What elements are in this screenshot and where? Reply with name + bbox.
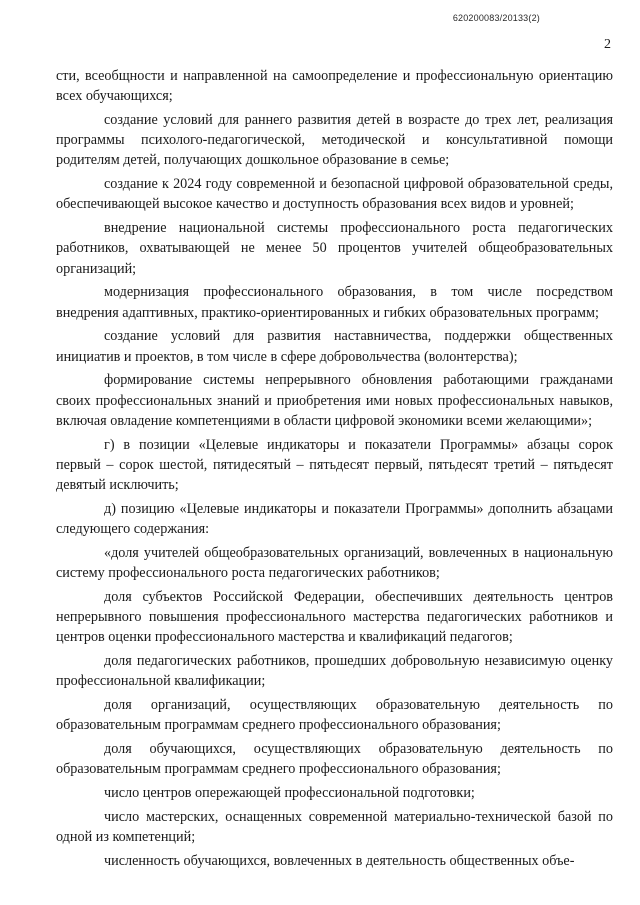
paragraph: создание условий для развития наставничества, поддержки общественных инициатив и проектов, в том числе в сфере добровольчества (волонтерства);: [56, 328, 613, 365]
page-number: 2: [604, 37, 611, 52]
document-body: [56, 66, 613, 875]
paragraph: создание условий для раннего развития детей в возрасте до трех лет, реализация программы психолого-педагогической, методической и консультативной помощи родителям детей, получающих дошкольное образование в семье;: [56, 112, 613, 169]
paragraph: г) в позиции «Целевые индикаторы и показатели Программы» абзацы сорок первый – сорок шестой, пятидесятый – пятьдесят первый, пятьдесят третий – пятьдесят девятый исключить;: [56, 436, 613, 494]
paragraph: доля обучающихся, осуществляющих образовательную деятельность по образовательным программам среднего профессионального образования;: [56, 741, 613, 778]
paragraph: число центров опережающей профессиональной подготовки;: [104, 785, 475, 802]
paragraph: число мастерских, оснащенных современной материально-технической базой по одной из компетенций;: [56, 808, 613, 846]
paragraph: д) позицию «Целевые индикаторы и показатели Программы» дополнить абзацами следующего содержания:: [56, 500, 613, 538]
paragraph: сти, всеобщности и направленной на самоопределение и профессиональную ориентацию всех обучающихся;: [56, 68, 613, 105]
paragraph: модернизация профессионального образования, в том числе посредством внедрения адаптивных, практико-ориентированных и гибких образовательных программ;: [56, 284, 613, 321]
document-id: 620200083/20133(2): [452, 13, 540, 23]
paragraph: доля организаций, осуществляющих образовательную деятельность по образовательным программам среднего профессионального образования;: [56, 697, 613, 734]
paragraph: создание к 2024 году современной и безопасной цифровой образовательной среды, обеспечивающей высокое качество и доступность образования всех видов и уровней;: [56, 176, 613, 213]
paragraph: формирование системы непрерывного обновления работающими гражданами своих профессиональных знаний и приобретения ими новых профессиональных навыков, включая овладение компетенциями в области цифровой экономики всеми желающими»;: [56, 372, 613, 429]
paragraph: доля педагогических работников, прошедших добровольную независимую оценку профессиональной квалификации;: [56, 653, 613, 690]
paragraph: доля субъектов Российской Федерации, обеспечивших деятельность центров непрерывного повышения профессионального мастерства педагогических работников и центров оценки профессионального мастерства и квалификаций педагогов;: [56, 588, 613, 646]
paragraph: «доля учителей общеобразовательных организаций, вовлеченных в национальную систему профессионального роста педагогических работников;: [56, 544, 613, 582]
paragraph: внедрение национальной системы профессионального роста педагогических работников, охватывающей не менее 50 процентов учителей общеобразовательных организаций;: [56, 220, 613, 277]
paragraph: численность обучающихся, вовлеченных в деятельность общественных объе-: [104, 852, 575, 869]
